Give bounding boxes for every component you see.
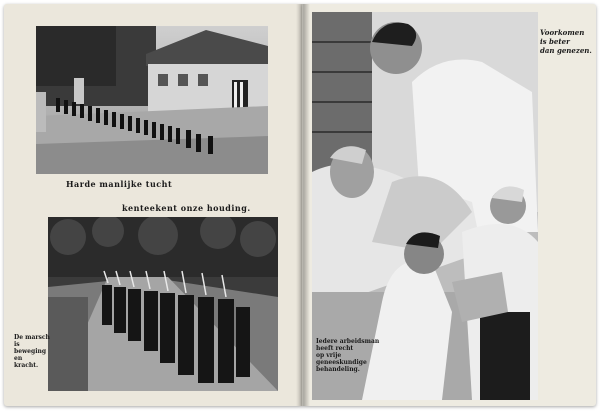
right-page bbox=[302, 4, 596, 406]
caption-harsh-discipline: Harde manlijke tucht bbox=[66, 179, 173, 189]
magazine-spread bbox=[4, 4, 596, 406]
note-prevention-better-than-cure: Voorkomen is beter dan genezen. bbox=[540, 28, 592, 55]
caption-free-medical-treatment: Iedere arbeidsman heeft recht op vrije geneeskundige behandeling. bbox=[316, 338, 380, 373]
caption-our-attitude: kenteekent onze houding. bbox=[122, 203, 251, 213]
left-page bbox=[4, 4, 302, 406]
photo-marching-column-courtyard bbox=[36, 26, 268, 174]
book-gutter bbox=[296, 4, 310, 406]
photo-marching-column-road bbox=[48, 217, 278, 391]
caption-march-is-movement: De marsch is beweging en kracht. bbox=[14, 334, 50, 369]
